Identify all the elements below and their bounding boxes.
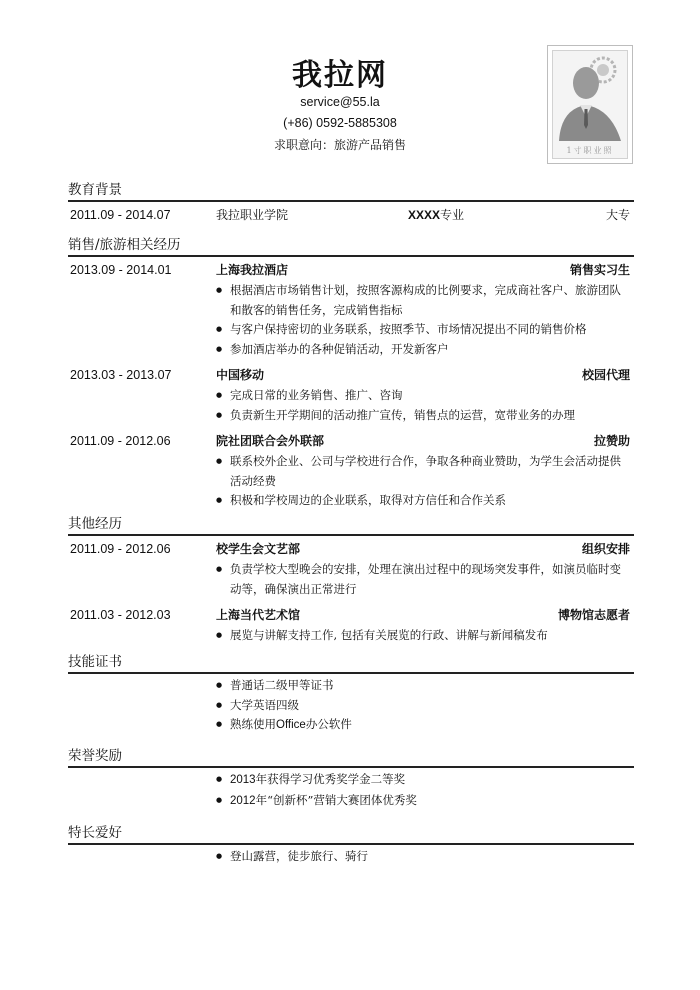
candidate-name: 我拉网 [292,58,388,93]
profile-photo [547,45,633,164]
office-suffix: 办公软件 [305,717,352,731]
photo-caption: 1寸职业照 [566,146,614,155]
duty-list [68,386,634,425]
skills-section [68,652,634,736]
entry-date: 2011.03 - 2012.03 [70,608,171,622]
section-title-sales: 销售/旅游相关经历 [68,237,181,253]
honors-section [68,746,634,811]
list-item: ● 展览与讲解支持工作, 包括有关展览的行政、讲解与新闻稿发布 [216,626,630,646]
section-divider [68,843,634,845]
experience-entry [68,431,634,452]
entry-role: 校园代理 [581,368,630,382]
entry-date: 2011.09 - 2012.06 [70,542,171,556]
email-text: service@55.la [300,95,380,109]
section-title-hobbies: 特长爱好 [68,825,122,841]
entry-role: 博物馆志愿者 [557,608,630,622]
duty-list [68,452,634,511]
honor-year: 2012 [230,794,256,807]
entry-date: 2011.09 - 2012.06 [70,434,171,448]
other-experience-section [68,514,634,646]
office-prefix: 熟练使用 [230,717,276,731]
section-title-honors: 荣誉奖励 [68,748,122,764]
entry-org: 校学生会文艺部 [216,542,301,556]
list-item: ● 与客户保持密切的业务联系，按照季节、市场情况提出不同的销售价格 [216,320,630,340]
list-item [216,770,630,791]
experience-entry [68,365,634,386]
duty-list [68,281,634,359]
section-divider [68,255,634,257]
list-item: ● 大学英语四级 [216,696,630,716]
entry-org: 上海我拉酒店 [216,263,289,277]
major-code: XXXX [408,208,441,222]
job-objective: 求职意向：旅游产品销售 [273,138,406,152]
honor-text: 年获得学习优秀奖学金二等奖 [255,772,406,786]
list-item: ● 联系校外企业、公司与学校进行合作，争取各种商业赞助，为学生会活动提供活动经费 [216,452,630,491]
entry-degree: 大专 [605,208,630,222]
entry-org: 上海当代艺术馆 [216,608,301,622]
list-item: ● 参加酒店举办的各种促销活动，开发新客户 [216,340,630,360]
list-item: ● 完成日常的业务销售、推广、咨询 [216,386,630,406]
section-title-skills: 技能证书 [68,654,122,670]
list-item: ● 负责新生开学期间的活动推广宣传，销售点的运营，宽带业务的办理 [216,406,630,426]
phone-text: (+86) 0592-5885308 [283,116,397,130]
honor-year: 2013 [230,774,256,786]
list-item [216,715,630,736]
experience-entry [68,539,634,560]
hobbies-list [68,847,634,867]
entry-school: 我拉职业学院 [216,208,289,222]
education-section [68,180,634,226]
sales-experience-section [68,235,634,511]
entry-date: 2013.03 - 2013.07 [70,368,172,382]
office-word: Office [276,719,306,731]
list-item [216,791,630,812]
section-divider [68,672,634,674]
honor-text: 年“创新杯”营销大赛团体优秀奖 [255,792,417,807]
honors-list [68,770,634,811]
entry-role: 拉赞助 [593,434,630,448]
section-divider [68,200,634,202]
entry-org: 中国移动 [216,368,265,382]
skills-list [68,676,634,736]
entry-major [408,205,464,226]
experience-entry [68,605,634,626]
entry-role: 销售实习生 [569,263,630,277]
education-entry [68,205,634,226]
list-item: ● 负责学校大型晚会的安排，处理在演出过程中的现场突发事件，如演员临时变动等，确保演出正常进行 [216,560,630,599]
list-item: ● 登山露营，徒步旅行、骑行 [216,847,630,867]
entry-org: 院社团联合会外联部 [216,434,325,448]
section-divider [68,766,634,768]
major-suffix: 专业 [440,208,465,222]
entry-date: 2011.09 - 2014.07 [70,208,171,222]
section-title-education: 教育背景 [68,182,122,198]
person-silhouette-icon [553,51,627,158]
experience-entry [68,260,634,281]
section-divider [68,534,634,536]
entry-role: 组织安排 [581,542,630,556]
duty-list [68,560,634,599]
hobbies-section [68,823,634,867]
list-item: ● 普通话二级甲等证书 [216,676,630,696]
duty-list [68,626,634,646]
section-title-other: 其他经历 [68,516,122,532]
list-item: ● 积极和学校周边的企业联系，取得对方信任和合作关系 [216,491,630,511]
entry-date: 2013.09 - 2014.01 [70,263,172,277]
list-item: ● 根据酒店市场销售计划，按照客源构成的比例要求，完成商社客户、旅游团队和散客的销售任务，完成销售指标 [216,281,630,320]
